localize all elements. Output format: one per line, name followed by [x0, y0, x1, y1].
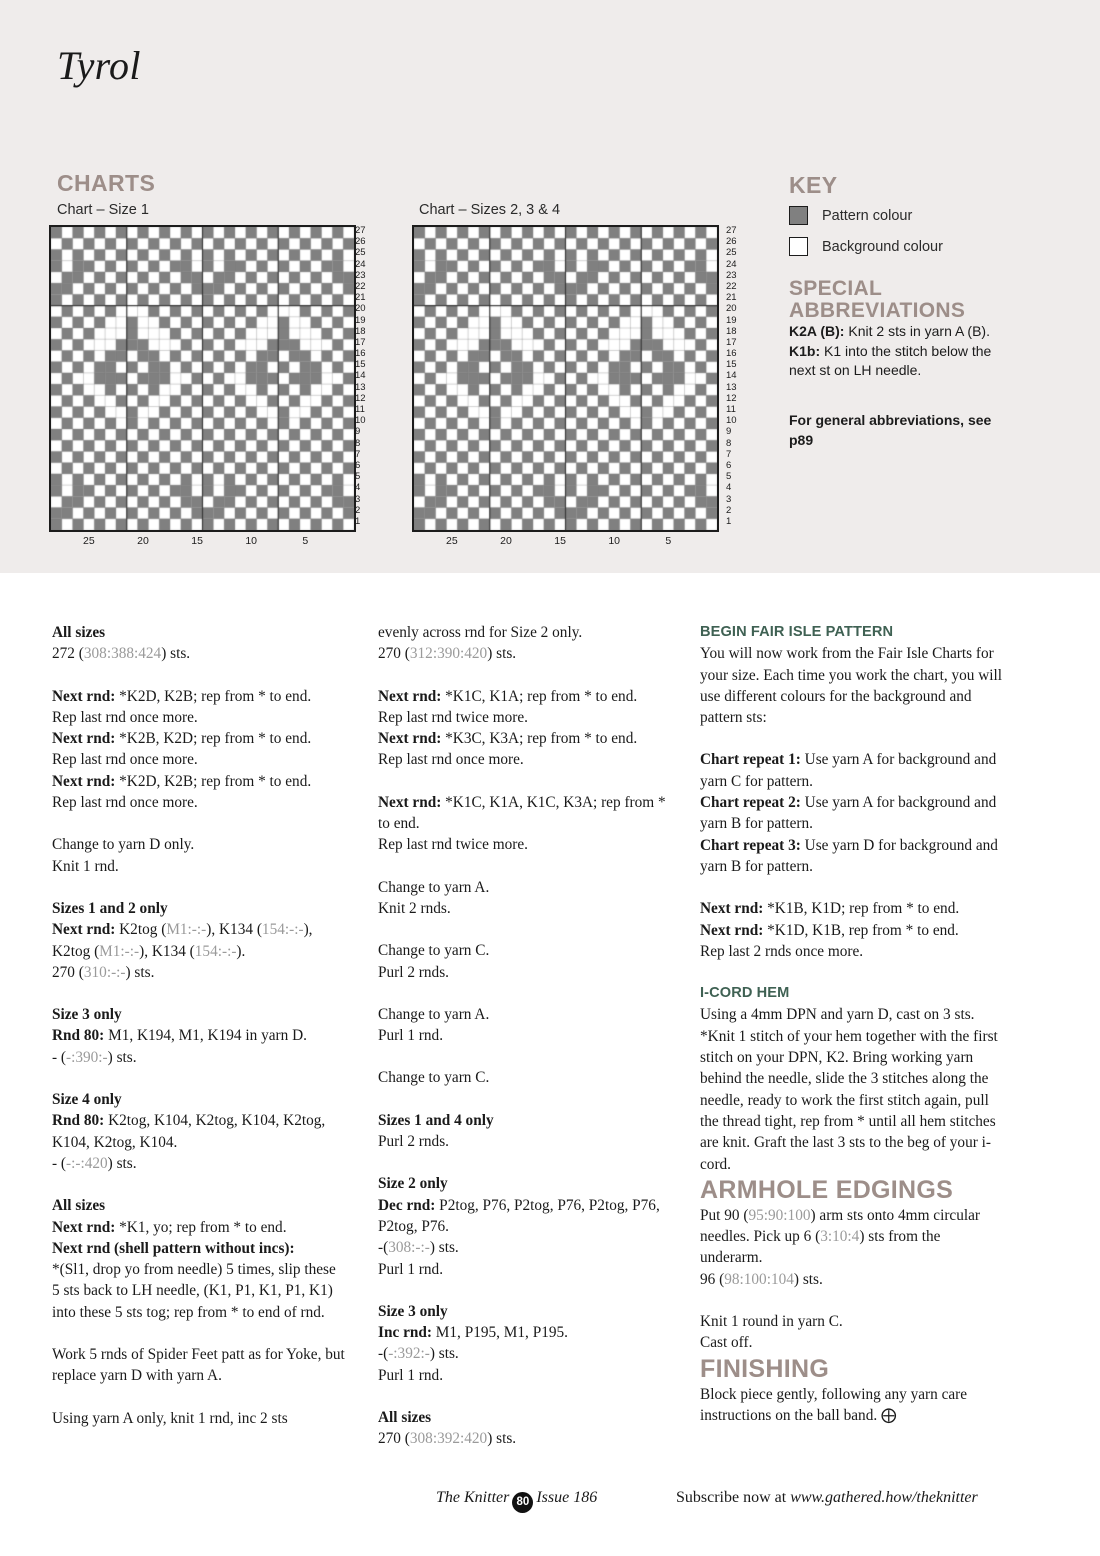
dec-rnd-text: P2tog, P76, P2tog, P76, P2tog, P76, P2tog, P76.	[378, 1196, 660, 1235]
heading-size-3-b: Size 3 only	[378, 1302, 448, 1320]
chart-row-number: 3	[355, 493, 361, 505]
change-yarn-d: Change to yarn D only.	[52, 836, 195, 854]
chart-row-number: 15	[355, 359, 366, 371]
arm-alt1: 95:90:100	[748, 1206, 811, 1224]
armhole-sts	[700, 1269, 1005, 1290]
colb-next-rnd-3-label: Next rnd:	[378, 793, 442, 811]
arm-sts-a: 96 (	[700, 1270, 725, 1288]
chart-repeat-2-text: Use yarn A for background and yarn B for pattern.	[700, 794, 997, 833]
colc-rep: Rep last 2 rnds once more.	[700, 942, 864, 960]
colc-next-rnd-1-label: Next rnd:	[700, 900, 764, 918]
special-abbreviations-body	[789, 322, 1014, 381]
subscribe-url[interactable]: www.gathered.how/theknitter	[790, 1489, 978, 1506]
chart-row-number: 17	[355, 336, 366, 348]
chart-row-number: 2	[726, 504, 732, 516]
chart-repeat-2-label: Chart repeat 2:	[700, 794, 801, 812]
chart-row-number: 22	[726, 280, 737, 292]
abbrev-text-k1b: K1 into the stitch below the next st on LH needle.	[789, 342, 992, 378]
armhole-instruction	[700, 1205, 1005, 1269]
yarn-a-knit-note: Using yarn A only, knit 1 rnd, inc 2 sts	[52, 1409, 288, 1427]
spider-feet-note: Work 5 rnds of Spider Feet patt as for Yoke, but replace yarn D with yarn A.	[52, 1346, 345, 1385]
chart-column-number: 20	[500, 535, 512, 547]
all-sizes-next-rnd-label: Next rnd:	[52, 1218, 116, 1236]
abbrev-term-k2a: K2A (B):	[789, 323, 845, 339]
abbrev-text-k2a: Knit 2 sts in yarn A (B).	[844, 323, 990, 339]
instructions-column-right	[700, 622, 1005, 1426]
chart-column-number: 10	[245, 535, 258, 547]
change-yarn-c-2: Change to yarn C.	[378, 1069, 490, 1087]
chart-row-number: 27	[726, 225, 737, 236]
next-rnd-3-label: Next rnd:	[52, 772, 116, 790]
chart2-row-numbers	[726, 225, 737, 527]
sts-1-alt: 308:388:424	[83, 645, 162, 663]
chart-row-number: 23	[355, 269, 366, 281]
finishing-body: Block piece gently, following any yarn care instructions on the ball band.	[700, 1385, 968, 1424]
chart-row-number: 26	[726, 236, 737, 248]
inc-sts-a: -(	[378, 1345, 389, 1363]
chart-column-number: 5	[665, 535, 672, 547]
chart-row-number: 21	[726, 292, 737, 304]
chart-row-number: 9	[355, 426, 361, 438]
footer-magazine: The Knitter	[436, 1489, 510, 1506]
all-sizes-sts	[378, 1428, 673, 1449]
s4-sts-a: - (	[52, 1154, 67, 1172]
arm-alt2: 3:10:4	[820, 1228, 860, 1246]
sizes-1-2-label: Next rnd:	[52, 921, 116, 939]
heading-all-sizes-2: All sizes	[52, 1197, 106, 1215]
finishing-text	[700, 1384, 1005, 1427]
colb-rep-1: Rep last rnd twice more.	[378, 708, 528, 726]
heading-sizes-1-4: Sizes 1 and 4 only	[378, 1111, 494, 1129]
heading-size-2: Size 2 only	[378, 1175, 448, 1193]
sts-count-1	[52, 643, 347, 664]
colb-next-rnd-1-text: *K1C, K1A; rep from * to end.	[441, 687, 638, 705]
dec-sts-c: ) sts.	[429, 1239, 459, 1257]
shell-pattern-label: Next rnd (shell pattern without incs):	[52, 1239, 295, 1257]
chart-column-number: 5	[302, 535, 309, 547]
dec-rnd	[378, 1195, 673, 1238]
chart-column-number: 20	[137, 535, 149, 547]
chart-column-number: 15	[191, 535, 203, 547]
shell-pattern-block	[52, 1238, 347, 1323]
heading-all-sizes-1: All sizes	[52, 624, 106, 641]
chart-row-number: 11	[355, 404, 365, 415]
heading-i-cord-hem: I-CORD HEM	[700, 985, 790, 1002]
armhole-cast-off: Cast off.	[700, 1334, 753, 1352]
chart-row-number: 4	[726, 482, 732, 494]
colc-next-rnd-2-label: Next rnd:	[700, 921, 764, 939]
chart-row-number: 18	[355, 325, 366, 337]
special-abbreviations-heading	[789, 278, 1019, 322]
chart-row-number: 8	[726, 437, 732, 449]
key-pattern-swatch	[789, 206, 808, 225]
chart-row-number: 7	[726, 448, 732, 460]
rep-2: Rep last rnd once more.	[52, 751, 198, 769]
chart-row-number: 6	[355, 459, 361, 471]
chart-row-number: 1	[355, 515, 361, 527]
key-background-swatch	[789, 237, 808, 256]
chart-row-number: 12	[355, 392, 366, 404]
colb-rep-3: Rep last rnd twice more.	[378, 836, 528, 854]
colb-next-rnd-2-text: *K3C, K3A; rep from * to end.	[441, 730, 638, 748]
chart-row-number: 8	[355, 437, 361, 449]
footer-issue: Issue 186	[536, 1489, 598, 1506]
chart-repeat-1	[700, 749, 1005, 792]
chart-row-number: 3	[726, 493, 732, 505]
dec-sts-alt: 308:-:-	[388, 1239, 430, 1257]
chart-row-number: 16	[355, 348, 366, 360]
change-yarn-c-1: Change to yarn C.	[378, 942, 490, 960]
all-sts-alt: 308:392:420	[409, 1430, 488, 1448]
all-sts-c: ) sts.	[487, 1430, 517, 1448]
inc-rnd-label: Inc rnd:	[378, 1324, 432, 1342]
fair-isle-intro: You will now work from the Fair Isle Charts for your size. Each time you work the chart, you will use different colours for the background and pattern sts:	[700, 645, 1003, 727]
colc-next-rnd-1	[700, 898, 1005, 919]
heading-all-sizes-3: All sizes	[378, 1409, 432, 1427]
s3-sts-c: ) sts.	[107, 1048, 137, 1066]
colc-next-rnd-2	[700, 920, 1005, 941]
size-4-sts	[52, 1153, 347, 1174]
chart1-row-numbers	[355, 225, 366, 527]
chart-row-number: 11	[726, 404, 736, 415]
chart-row-number: 22	[355, 280, 366, 292]
colb-next-rnd-3	[378, 792, 673, 835]
arm-a: Put 90 (	[700, 1206, 749, 1224]
arm-e: ) sts from the underarm.	[700, 1228, 941, 1267]
inc-sts-c: ) sts.	[429, 1345, 459, 1363]
fair-isle-chart-size-1	[49, 225, 356, 532]
continued-line: evenly across rnd for Size 2 only.	[378, 624, 583, 641]
s12-alt4: 154:-:-	[194, 942, 237, 960]
heading-sizes-1-2: Sizes 1 and 2 only	[52, 899, 168, 917]
chart-row-number: 19	[355, 314, 366, 326]
arm-sts-alt: 98:100:104	[724, 1270, 794, 1288]
special-abbrev-heading-line1: SPECIAL	[789, 277, 883, 300]
next-rnd-2	[52, 728, 347, 749]
heading-size-4: Size 4 only	[52, 1091, 122, 1109]
abbrev-term-k1b: K1b:	[789, 342, 821, 359]
chart-row-number: 26	[355, 236, 366, 248]
purl-1-rnd-1: Purl 1 rnd.	[378, 1027, 444, 1045]
key-heading: KEY	[789, 172, 838, 198]
size-4-instruction	[52, 1110, 347, 1153]
chart-row-number: 5	[726, 471, 732, 483]
s3-sts-alt: -:390:-	[66, 1048, 108, 1066]
chart-repeat-2	[700, 792, 1005, 835]
s4-sts-alt: -:-:420	[66, 1154, 108, 1172]
chart-row-number: 24	[726, 258, 737, 270]
chart-row-number: 27	[355, 225, 366, 236]
chart-row-number: 18	[726, 325, 737, 337]
instructions-column-middle	[378, 622, 673, 1450]
chart-row-number: 25	[355, 247, 366, 259]
s12-l2c: ).	[236, 942, 246, 960]
chart2-caption: Chart – Sizes 2, 3 & 4	[419, 202, 561, 218]
chart-column-number: 15	[554, 535, 566, 547]
key-pattern-label: Pattern colour	[822, 208, 913, 224]
chart-row-number: 10	[726, 415, 737, 427]
chart-row-number: 5	[355, 471, 361, 483]
chart-row-number: 10	[355, 415, 366, 427]
size-3-instruction	[52, 1025, 347, 1046]
chart-row-number: 2	[355, 504, 361, 516]
chart-row-number: 25	[726, 247, 737, 259]
chart-repeat-3	[700, 835, 1005, 878]
chart1-caption: Chart – Size 1	[57, 202, 149, 218]
instructions-column-left	[52, 622, 347, 1429]
armhole-knit: Knit 1 round in yarn C.	[700, 1313, 843, 1331]
chart-row-number: 24	[355, 258, 366, 270]
dec-purl: Purl 1 rnd.	[378, 1260, 444, 1278]
dec-sts-a: -(	[378, 1239, 389, 1257]
chart-row-number: 14	[355, 370, 366, 382]
key-background-label: Background colour	[822, 239, 943, 255]
chart-row-number: 20	[726, 303, 737, 315]
chart2-grid	[412, 225, 719, 532]
chart-repeat-3-label: Chart repeat 3:	[700, 836, 801, 854]
s12-alt3: M1:-:-	[99, 942, 140, 960]
colb-next-rnd-2	[378, 728, 673, 749]
heading-begin-fair-isle: BEGIN FAIR ISLE PATTERN	[700, 624, 894, 640]
colb-rep-2: Rep last rnd once more.	[378, 751, 524, 769]
heading-finishing: FINISHING	[700, 1354, 830, 1383]
chart1-grid	[49, 225, 356, 532]
next-rnd-1-text: *K2D, K2B; rep from * to end.	[115, 687, 312, 705]
inc-sts-alt: -:392:-	[388, 1345, 430, 1363]
colc-next-rnd-1-text: *K1B, K1D; rep from * to end.	[763, 900, 960, 918]
chart-row-number: 4	[355, 482, 361, 494]
next-rnd-1	[52, 686, 347, 707]
chart-row-number: 23	[726, 269, 737, 281]
chart-column-number: 25	[83, 535, 95, 547]
i-cord-text: Using a 4mm DPN and yarn D, cast on 3 sts. *Knit 1 stitch of your hem together with the first stitch on your DPN, K2. Bring working yarn behind the needle, slide the 3 stitches along the needle, ready to work the first stitch again, pull the thread tight, rep from * until all hem stitches are knit. Graft the last 3 sts to the beg of your i-cord.	[700, 1006, 998, 1173]
s12-l2b: ), K134 (	[139, 942, 195, 960]
next-rnd-2-text: *K2B, K2D; rep from * to end.	[115, 730, 312, 748]
sts-1-a: 272 (	[52, 645, 84, 663]
s12-sts-a: 270 (	[52, 963, 84, 981]
chart-repeat-3-text: Use yarn D for background and yarn B for pattern.	[700, 836, 998, 875]
colb-next-rnd-1-label: Next rnd:	[378, 687, 442, 705]
end-mark-icon: ⨁	[881, 1406, 897, 1424]
chart-column-number: 25	[446, 535, 458, 547]
colb-sts-1-alt: 312:390:420	[409, 645, 488, 663]
chart-row-number: 13	[355, 381, 366, 393]
chart-repeat-1-text: Use yarn A for background and yarn C for pattern.	[700, 751, 997, 790]
knit-1-rnd: Knit 1 rnd.	[52, 857, 119, 875]
colb-next-rnd-1	[378, 686, 673, 707]
s12-t3: ),	[303, 921, 313, 939]
s12-sts-c: ) sts.	[125, 963, 155, 981]
chart-row-number: 7	[355, 448, 361, 460]
footer-right	[676, 1489, 978, 1507]
chart-row-number: 1	[726, 515, 732, 527]
s12-t1: K2tog (	[115, 921, 167, 939]
sizes-1-4-text: Purl 2 rnds.	[378, 1133, 449, 1151]
inc-purl: Purl 1 rnd.	[378, 1366, 444, 1384]
chart-column-number: 10	[608, 535, 621, 547]
inc-rnd	[378, 1322, 673, 1343]
s4-sts-c: ) sts.	[107, 1154, 137, 1172]
dec-sts	[378, 1237, 673, 1258]
sts-1-c: ) sts.	[161, 645, 191, 663]
s12-alt2: 154:-:-	[261, 921, 304, 939]
colb-next-rnd-3-text: *K1C, K1A, K1C, K3A; rep from * to end.	[378, 793, 666, 833]
all-sts-a: 270 (	[378, 1430, 410, 1448]
s12-alt1: M1:-:-	[166, 921, 207, 939]
dec-rnd-label: Dec rnd:	[378, 1196, 436, 1214]
inc-rnd-text: M1, P195, M1, P195.	[431, 1324, 568, 1342]
subscribe-prefix: Subscribe now at	[676, 1489, 791, 1506]
colc-next-rnd-2-text: *K1D, K1B, rep from * to end.	[763, 921, 959, 939]
s3-sts-a: - (	[52, 1048, 67, 1066]
all-sizes-next-rnd-text: *K1, yo; rep from * to end.	[115, 1218, 287, 1236]
next-rnd-3-text: *K2D, K2B; rep from * to end.	[115, 772, 312, 790]
arm-c: ) arm sts onto 4mm circular needles. Pick up 6 (	[700, 1206, 980, 1246]
sizes-1-2-instruction	[52, 919, 347, 962]
purl-2-rnds-1: Purl 2 rnds.	[378, 963, 449, 981]
knit-2-rnds: Knit 2 rnds.	[378, 899, 451, 917]
size-4-label: Rnd 80:	[52, 1112, 105, 1130]
size-3-text: M1, K194, M1, K194 in yarn D.	[104, 1027, 307, 1045]
rep-3: Rep last rnd once more.	[52, 794, 198, 812]
rep-1: Rep last rnd once more.	[52, 708, 198, 726]
footer-left	[436, 1489, 597, 1513]
shell-pattern-text: *(Sl1, drop yo from needle) 5 times, slip these 5 sts back to LH needle, (K1, P1, K1, P1, K1) into these 5 sts tog; rep from * to end of rnd.	[52, 1261, 336, 1321]
change-yarn-a-2: Change to yarn A.	[378, 1005, 490, 1023]
chart-row-number: 16	[726, 348, 737, 360]
heading-armhole-edgings: ARMHOLE EDGINGS	[700, 1175, 954, 1204]
next-rnd-1-label: Next rnd:	[52, 687, 116, 705]
chart-row-number: 12	[726, 392, 737, 404]
next-rnd-3	[52, 771, 347, 792]
chart-row-number: 19	[726, 314, 737, 326]
page-title: Tyrol	[57, 43, 141, 88]
colb-sts-1-c: ) sts.	[487, 645, 517, 663]
chart-row-number: 14	[726, 370, 737, 382]
footer-page-badge: 80	[512, 1492, 533, 1513]
s12-l2a: K2tog (	[52, 942, 100, 960]
all-sizes-next-rnd	[52, 1217, 347, 1238]
next-rnd-2-label: Next rnd:	[52, 730, 116, 748]
s12-sts-alt: 310:-:-	[83, 963, 126, 981]
charts-heading: CHARTS	[57, 170, 156, 196]
heading-size-3: Size 3 only	[52, 1006, 122, 1024]
chart-row-number: 15	[726, 359, 737, 371]
colb-next-rnd-2-label: Next rnd:	[378, 730, 442, 748]
s12-t2: ), K134 (	[206, 921, 262, 939]
chart-row-number: 20	[355, 303, 366, 315]
special-abbrev-heading-line2: ABBREVIATIONS	[789, 299, 966, 322]
chart-row-number: 17	[726, 336, 737, 348]
chart-row-number: 9	[726, 426, 732, 438]
colb-sts-1-a: 270 (	[378, 645, 410, 663]
size-3-sts	[52, 1047, 347, 1068]
fair-isle-chart-sizes-2-3-4	[412, 225, 719, 532]
change-yarn-a-1: Change to yarn A.	[378, 878, 490, 896]
chart-row-number: 21	[355, 292, 366, 304]
general-abbreviations-note: For general abbreviations, see p89	[789, 412, 992, 448]
size-3-label: Rnd 80:	[52, 1027, 105, 1045]
size-4-text: K2tog, K104, K2tog, K104, K2tog, K104, K2tog, K104.	[52, 1112, 326, 1151]
chart-row-number: 6	[726, 459, 732, 471]
inc-sts	[378, 1343, 673, 1364]
colb-sts-1	[378, 643, 673, 664]
arm-sts-c: ) sts.	[793, 1270, 823, 1288]
chart-row-number: 13	[726, 381, 737, 393]
chart-repeat-1-label: Chart repeat 1:	[700, 751, 801, 769]
sizes-1-2-sts	[52, 962, 347, 983]
